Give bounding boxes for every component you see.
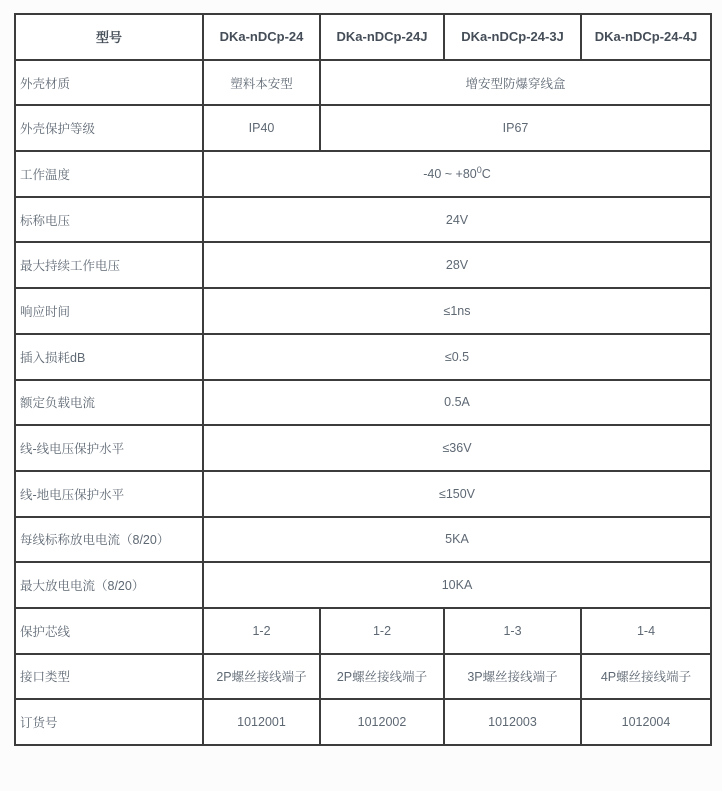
temperature-range: -40 ~ +80 (423, 166, 477, 181)
row-label: 外壳材质 (15, 60, 203, 106)
table-row-line-ground-protection-level (15, 471, 711, 517)
cell-value: 10KA (203, 562, 711, 608)
cell-value: ≤0.5 (203, 334, 711, 380)
row-label: 插入损耗dB (15, 334, 203, 380)
cell-value: 1-3 (444, 608, 581, 654)
model-name-4: DKa-nDCp-24-4J (581, 14, 711, 60)
row-label: 标称电压 (15, 197, 203, 243)
model-name-3: DKa-nDCp-24-3J (444, 14, 581, 60)
table-row-max-discharge-current (15, 562, 711, 608)
cell-value: 1-4 (581, 608, 711, 654)
row-label: 工作温度 (15, 151, 203, 197)
cell-value: 1012001 (203, 699, 320, 745)
table-row-interface-type (15, 654, 711, 700)
cell-value: 3P螺丝接线端子 (444, 654, 581, 700)
temperature-superscript: 0 (476, 164, 482, 175)
row-label: 接口类型 (15, 654, 203, 700)
table-header-row (15, 14, 711, 60)
row-label: 额定负载电流 (15, 380, 203, 426)
row-label: 线-线电压保护水平 (15, 425, 203, 471)
cell-value: 2P螺丝接线端子 (203, 654, 320, 700)
table-row-order-number (15, 699, 711, 745)
cell-value: 1-2 (203, 608, 320, 654)
cell-value: 增安型防爆穿线盒 (320, 60, 711, 106)
cell-value: 0.5A (203, 380, 711, 426)
table-row-nominal-discharge-current (15, 517, 711, 563)
cell-value: ≤1ns (203, 288, 711, 334)
cell-value: ≤150V (203, 471, 711, 517)
cell-value: 塑料本安型 (203, 60, 320, 106)
table-row-max-continuous-voltage (15, 242, 711, 288)
cell-value: 28V (203, 242, 711, 288)
row-label: 最大放电电流（8/20） (15, 562, 203, 608)
cell-value: 2P螺丝接线端子 (320, 654, 444, 700)
row-label: 订货号 (15, 699, 203, 745)
cell-value: 4P螺丝接线端子 (581, 654, 711, 700)
row-label: 保护芯线 (15, 608, 203, 654)
table-row-operating-temperature (15, 151, 711, 197)
row-label: 响应时间 (15, 288, 203, 334)
cell-value (203, 151, 711, 197)
cell-value: 5KA (203, 517, 711, 563)
model-name-2: DKa-nDCp-24J (320, 14, 444, 60)
cell-value: IP67 (320, 105, 711, 151)
cell-value: 1012004 (581, 699, 711, 745)
row-label: 每线标称放电电流（8/20） (15, 517, 203, 563)
table-row-response-time (15, 288, 711, 334)
table-row-line-line-protection-level (15, 425, 711, 471)
cell-value: 1-2 (320, 608, 444, 654)
row-label: 最大持续工作电压 (15, 242, 203, 288)
table-row-housing-material (15, 60, 711, 106)
table-row-insertion-loss (15, 334, 711, 380)
table-row-nominal-voltage (15, 197, 711, 243)
cell-value: 1012003 (444, 699, 581, 745)
table-row-ip-rating (15, 105, 711, 151)
temperature-unit: C (481, 166, 491, 181)
row-label: 外壳保护等级 (15, 105, 203, 151)
model-name-1: DKa-nDCp-24 (203, 14, 320, 60)
model-header-label: 型号 (15, 14, 203, 60)
table-row-protected-cores (15, 608, 711, 654)
cell-value: IP40 (203, 105, 320, 151)
row-label: 线-地电压保护水平 (15, 471, 203, 517)
cell-value: ≤36V (203, 425, 711, 471)
cell-value: 24V (203, 197, 711, 243)
table-row-rated-load-current (15, 380, 711, 426)
cell-value: 1012002 (320, 699, 444, 745)
spec-table (14, 13, 712, 746)
